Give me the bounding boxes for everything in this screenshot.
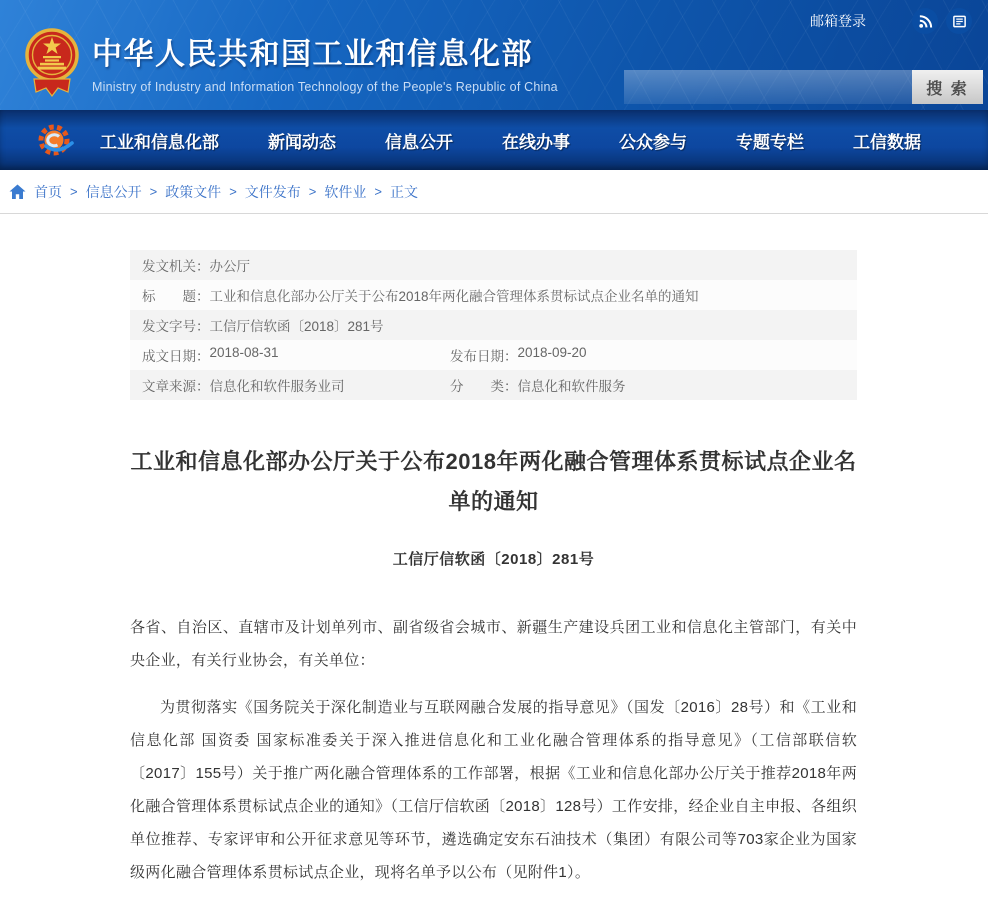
nav-item-public-participation[interactable]: 公众参与 xyxy=(619,132,687,152)
nav-item-info-disclosure[interactable]: 信息公开 xyxy=(385,132,453,152)
breadcrumb-policy-documents[interactable]: 政策文件 xyxy=(165,183,222,200)
breadcrumb-separator: > xyxy=(229,184,237,199)
meta-row-doc-no xyxy=(130,310,857,340)
nav-items xyxy=(100,118,970,163)
meta-label: 分 类： xyxy=(450,379,518,394)
meta-value: 信息化和软件服务 xyxy=(517,379,626,394)
breadcrumb-separator: > xyxy=(308,184,317,199)
site-title: 中华人民共和国工业和信息化部 xyxy=(92,38,533,71)
meta-row-dates xyxy=(130,340,857,370)
breadcrumb-info-disclosure[interactable]: 信息公开 xyxy=(85,183,142,200)
article-page xyxy=(0,214,988,913)
breadcrumb-separator: > xyxy=(149,184,158,199)
article-paragraph: 为贯彻落实《国务院关于深化制造业与互联网融合发展的指导意见》（国发〔2016〕28号）和《工业和信息化部 国资委 国家标准委关于深入推进信息化和工业化融合管理体系的指导意见》（工信部联信软〔2017〕155号）关于推广两化融合管理体系的工作部署，根据《工业和信息化部办公厅关于推荐2018年两化融合管理体系贯标试点企业的通知》（工信厅信软函〔2018〕128号）工作安排，经企业自主申报、各组织单位推荐、专家评审和公开征求意见等环节，遴选确定安东石油技术（集团）有限公司等703家企业为国家级两化融合管理体系贯标试点企业，现将名单予以公布（见附件1）。 xyxy=(130,699,857,881)
document-meta-table xyxy=(130,250,857,400)
breadcrumb-separator: > xyxy=(70,184,78,199)
site-subtitle: Ministry of Industry and Information Technology of the People's Republic of China xyxy=(92,80,558,94)
mail-login-link[interactable]: 邮箱登录 xyxy=(810,13,866,29)
breadcrumb-separator: > xyxy=(374,184,382,199)
site-header xyxy=(0,0,988,110)
nav-item-online-services[interactable]: 在线办事 xyxy=(502,132,570,152)
article-doc-number: 工信厅信软函〔2018〕281号 xyxy=(392,551,595,568)
gear-swirl-logo-icon xyxy=(36,119,78,161)
meta-label: 标 题： xyxy=(142,289,210,304)
meta-value: 2018-09-20 xyxy=(517,345,587,360)
breadcrumb-software-industry[interactable]: 软件业 xyxy=(324,183,367,200)
meta-label: 发文机关： xyxy=(142,259,210,274)
breadcrumb xyxy=(0,170,988,214)
breadcrumb-document-release[interactable]: 文件发布 xyxy=(244,183,301,200)
meta-value: 工信厅信软函〔2018〕281号 xyxy=(209,319,384,334)
nav-item-special-topics[interactable]: 专题专栏 xyxy=(736,132,804,152)
meta-row-title xyxy=(130,280,857,310)
nav-item-ministry[interactable]: 工业和信息化部 xyxy=(100,132,219,152)
meta-row-issuing-org xyxy=(130,250,857,280)
national-emblem-icon xyxy=(24,26,80,104)
article-title: 工业和信息化部办公厅关于公布2018年两化融合管理体系贯标试点企业名单的通知 xyxy=(130,449,857,514)
search-button[interactable]: 搜 索 xyxy=(912,70,983,104)
news-list-icon[interactable] xyxy=(946,8,972,34)
meta-label: 发布日期： xyxy=(450,349,518,364)
nav-item-miit-data[interactable]: 工信数据 xyxy=(853,132,921,152)
meta-value: 办公厅 xyxy=(209,259,250,274)
meta-value: 工业和信息化部办公厅关于公布2018年两化融合管理体系贯标试点企业名单的通知 xyxy=(209,289,699,304)
search-area xyxy=(624,70,983,104)
meta-row-source-category xyxy=(130,370,857,400)
article-body xyxy=(130,611,857,889)
rss-icon[interactable] xyxy=(912,8,938,34)
meta-value: 2018-08-31 xyxy=(209,345,279,360)
nav-item-news[interactable]: 新闻动态 xyxy=(268,132,336,152)
meta-label: 成文日期： xyxy=(142,349,210,364)
breadcrumb-home[interactable]: 首页 xyxy=(34,183,62,200)
meta-label: 发文字号： xyxy=(142,319,210,334)
home-icon[interactable] xyxy=(9,184,26,200)
site-title-block xyxy=(92,29,558,94)
search-input[interactable] xyxy=(624,70,912,104)
breadcrumb-current: 正文 xyxy=(389,183,418,200)
meta-value: 信息化和软件服务业司 xyxy=(209,379,345,394)
meta-label: 文章来源： xyxy=(142,379,210,394)
article-paragraph: 各省、自治区、直辖市及计划单列市、副省级省会城市、新疆生产建设兵团工业和信息化主管部门，有关中央企业，有关行业协会，有关单位： xyxy=(130,619,857,669)
main-nav xyxy=(0,110,988,170)
header-top-links xyxy=(810,8,972,34)
